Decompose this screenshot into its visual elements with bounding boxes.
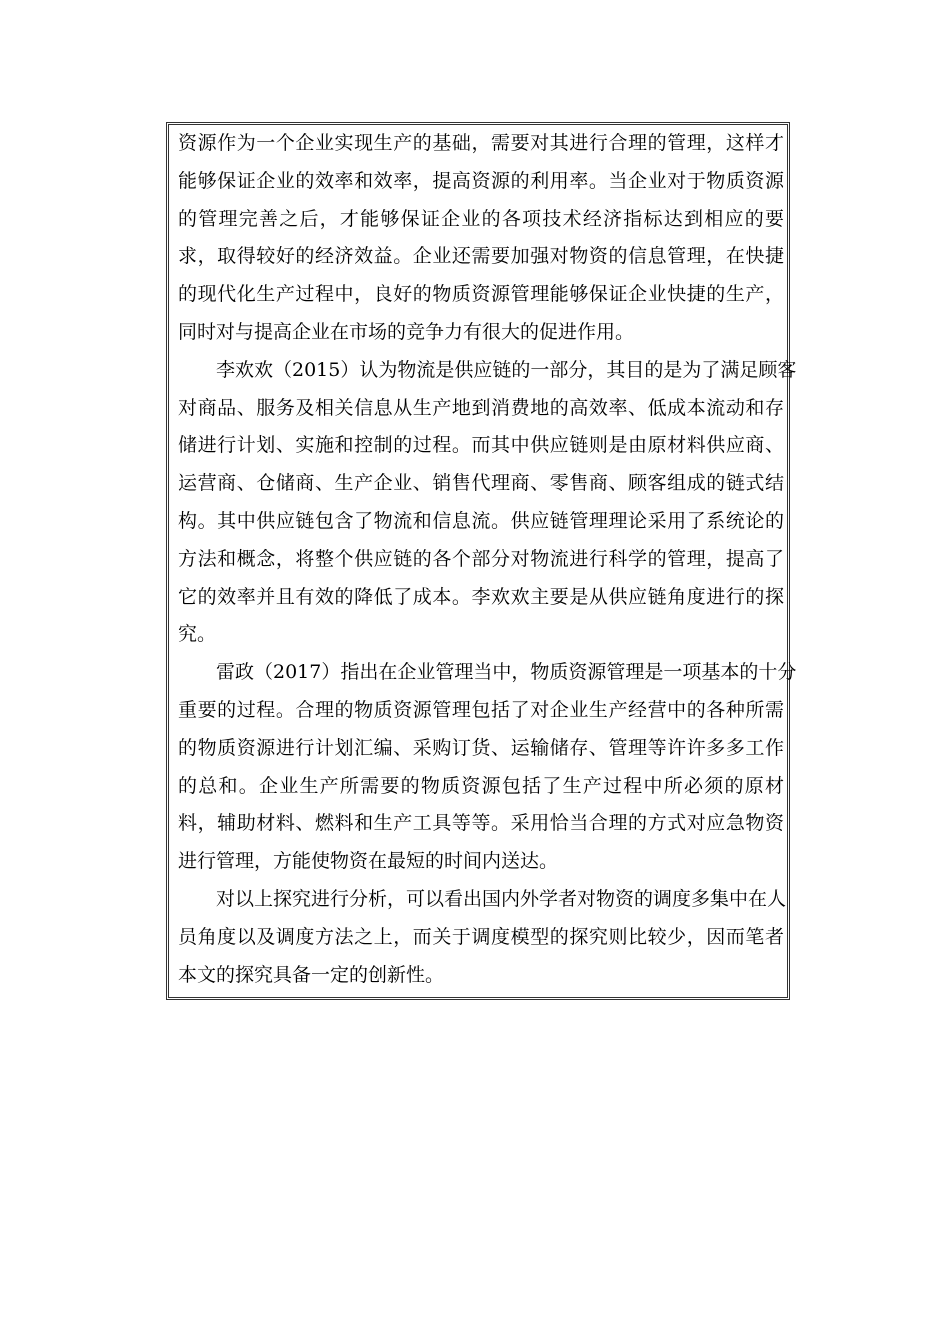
- text-line: 对商品、服务及相关信息从生产地到消费地的高效率、低成本流动和存: [178, 396, 784, 419]
- text-line: 料，辅助材料、燃料和生产工具等等。采用恰当合理的方式对应急物资: [178, 812, 784, 835]
- text-frame: [166, 122, 797, 1000]
- text-line: 运营商、仓储商、生产企业、销售代理商、零售商、顾客组成的链式结: [178, 472, 784, 495]
- text-line: 李欢欢（2015）认为物流是供应链的一部分，其目的是为了满足顾客: [216, 358, 797, 381]
- text-line: 雷政（2017）指出在企业管理当中，物质资源管理是一项基本的十分: [216, 661, 797, 684]
- text-line: 的总和。企业生产所需要的物质资源包括了生产过程中所必须的原材: [178, 774, 784, 797]
- text-line: 本文的探究具备一定的创新性。: [178, 963, 445, 986]
- text-line: 的管理完善之后，才能够保证企业的各项技术经济指标达到相应的要: [178, 207, 784, 230]
- text-line: 资源作为一个企业实现生产的基础，需要对其进行合理的管理，这样才: [178, 132, 784, 154]
- text-line: 的现代化生产过程中，良好的物质资源管理能够保证企业快捷的生产，: [178, 283, 784, 306]
- text-line: 的物质资源进行计划汇编、采购订货、运输储存、管理等许许多多工作: [178, 736, 784, 759]
- text-line: 方法和概念，将整个供应链的各个部分对物流进行科学的管理，提高了: [178, 547, 784, 570]
- text-line: 究。: [178, 623, 217, 646]
- text-line: 进行管理，方能使物资在最短的时间内送达。: [178, 850, 559, 873]
- text-line: 对以上探究进行分析，可以看出国内外学者对物资的调度多集中在人: [216, 887, 787, 910]
- text-line: 它的效率并且有效的降低了成本。李欢欢主要是从供应链角度进行的探: [178, 585, 784, 608]
- text-line: 重要的过程。合理的物质资源管理包括了对企业生产经营中的各种所需: [178, 698, 784, 721]
- body-text: [178, 125, 797, 994]
- text-line: 求，取得较好的经济效益。企业还需要加强对物资的信息管理，在快捷: [178, 245, 784, 268]
- text-line: 员角度以及调度方法之上，而关于调度模型的探究则比较少，因而笔者: [178, 925, 784, 948]
- text-line: 同时对与提高企业在市场的竞争力有很大的促进作用。: [178, 320, 635, 343]
- text-line: 储进行计划、实施和控制的过程。而其中供应链则是由原材料供应商、: [178, 434, 784, 457]
- text-line: 构。其中供应链包含了物流和信息流。供应链管理理论采用了系统论的: [178, 509, 784, 532]
- text-line: 能够保证企业的效率和效率，提高资源的利用率。当企业对于物质资源: [178, 169, 784, 192]
